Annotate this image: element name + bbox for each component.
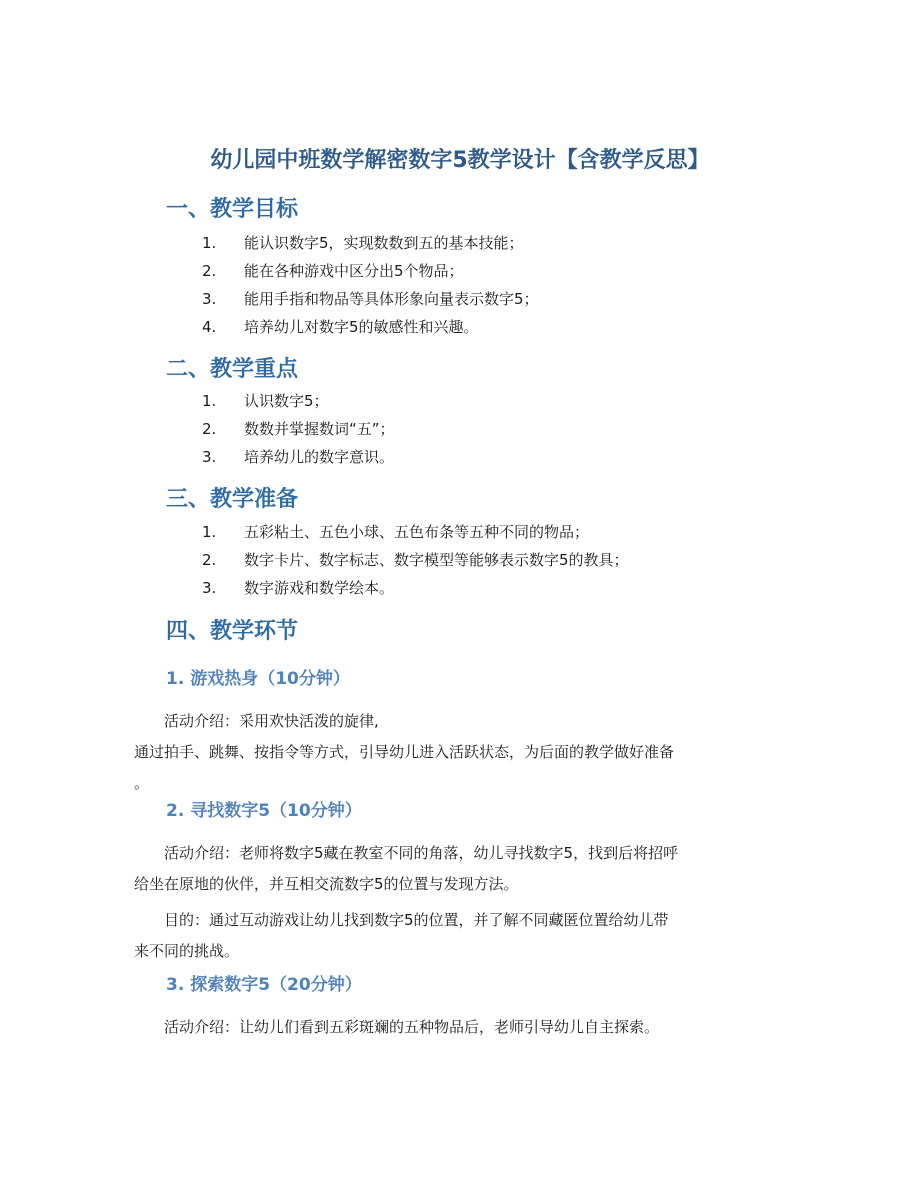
paragraph-explore-five: [134, 1012, 659, 1043]
list-text: 能用手指和物品等具体形象向量表示数字5；: [244, 290, 539, 308]
paragraph-line: 目的：通过互动游戏让幼儿找到数字5的位置，并了解不同藏匿位置给幼儿带: [164, 911, 669, 929]
paragraph-find-five-intro: [134, 838, 678, 900]
document-title: 幼儿园中班数学解密数字5教学设计【含教学反思】: [210, 148, 710, 173]
list-text: 数字游戏和数学绘本。: [244, 579, 395, 597]
list-number: 2.: [202, 551, 217, 569]
section-heading-objectives: 一、教学目标: [166, 197, 299, 222]
list-text: 能在各种游戏中区分出5个物品；: [244, 262, 464, 280]
section-heading-procedure: 四、教学环节: [166, 619, 299, 644]
list-number: 1.: [202, 523, 217, 541]
paragraph-line: 活动介绍：让幼儿们看到五彩斑斓的五种物品后，老师引导幼儿自主探索。: [164, 1018, 660, 1036]
paragraph-warmup: [134, 706, 674, 799]
list-number: 3.: [202, 448, 217, 466]
list-text: 培养幼儿的数字意识。: [244, 448, 395, 466]
paragraph-line: 。: [134, 774, 150, 792]
list-text: 数字卡片、数字标志、数字模型等能够表示数字5的教具；: [244, 551, 629, 569]
list-number: 1.: [202, 234, 217, 252]
section-heading-preparation: 三、教学准备: [166, 487, 299, 512]
list-number: 2.: [202, 420, 217, 438]
paragraph-find-five-goal: [134, 905, 669, 967]
paragraph-line: 活动介绍：老师将数字5藏在教室不同的角落，幼儿寻找数字5，找到后将招呼: [164, 844, 679, 862]
list-text: 能认识数字5，实现数数到五的基本技能；: [244, 234, 524, 252]
list-item: [0, 259, 920, 283]
list-number: 1.: [202, 392, 217, 410]
paragraph-line: 通过拍手、跳舞、按指令等方式，引导幼儿进入活跃状态，为后面的教学做好准备: [134, 743, 675, 761]
list-number: 4.: [202, 318, 217, 336]
list-item: [0, 389, 920, 413]
list-number: 2.: [202, 262, 217, 280]
list-text: 认识数字5；: [244, 392, 329, 410]
list-text: 培养幼儿对数字5的敏感性和兴趣。: [244, 318, 479, 336]
list-number: 3.: [202, 579, 217, 597]
list-number: 3.: [202, 290, 217, 308]
list-item: [0, 548, 920, 572]
paragraph-line: 来不同的挑战。: [134, 942, 240, 960]
subsection-heading-warmup: 1. 游戏热身（10分钟）: [166, 669, 350, 689]
list-item: [0, 520, 920, 544]
list-text: 五彩粘土、五色小球、五色布条等五种不同的物品；: [244, 523, 590, 541]
list-item: [0, 315, 920, 339]
paragraph-line: 给坐在原地的伙伴，并互相交流数字5的位置与发现方法。: [134, 875, 519, 893]
subsection-heading-explore-five: 3. 探索数字5（20分钟）: [166, 975, 362, 995]
list-item: [0, 576, 920, 600]
subsection-heading-find-five: 2. 寻找数字5（10分钟）: [166, 801, 362, 821]
paragraph-line: 活动介绍：采用欢快活泼的旋律,: [164, 712, 379, 730]
list-item: [0, 287, 920, 311]
list-item: [0, 231, 920, 255]
list-item: [0, 417, 920, 441]
list-item: [0, 445, 920, 469]
section-heading-key-points: 二、教学重点: [166, 357, 299, 382]
list-text: 数数并掌握数词“五”；: [244, 420, 395, 438]
